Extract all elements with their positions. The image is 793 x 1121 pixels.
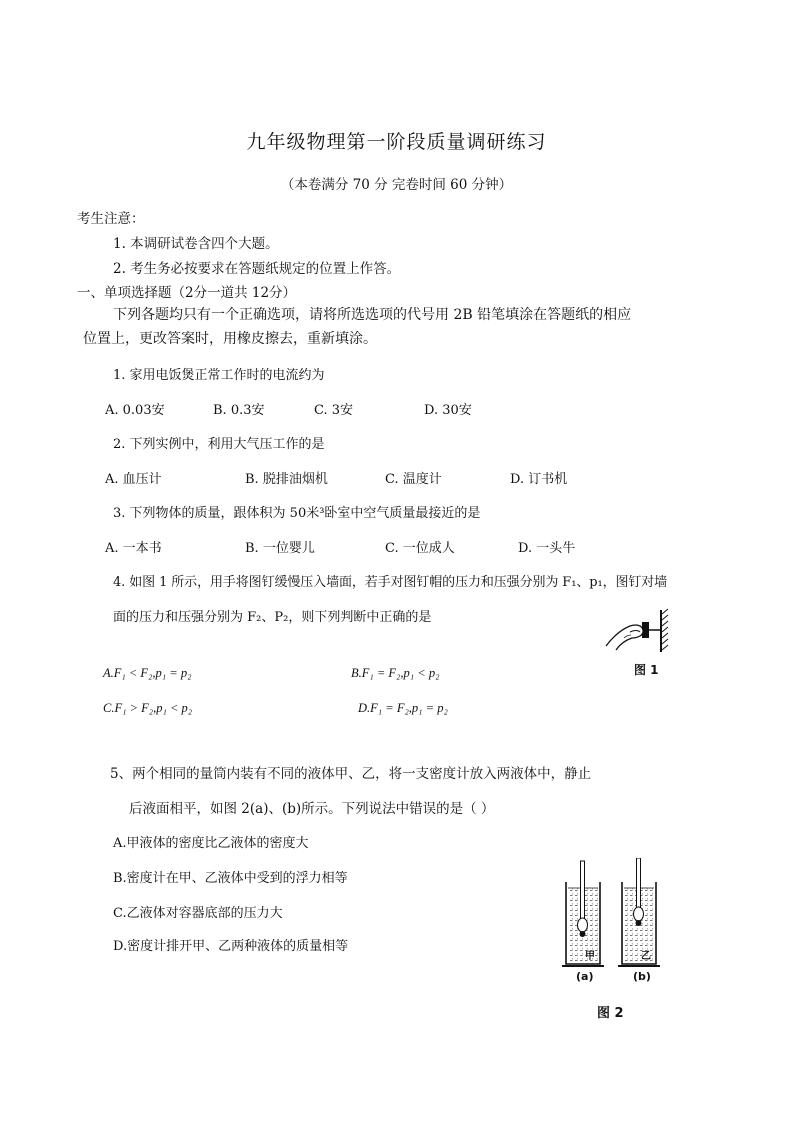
option: A. 一本书	[105, 541, 162, 556]
section-instructions: 位置上，更改答案时，用橡皮擦去，重新填涂。	[83, 331, 377, 347]
question-stem: 1. 家用电饭煲正常工作时的电流约为	[113, 368, 325, 383]
option: D.密度计排开甲、乙两种液体的质量相等	[113, 939, 349, 954]
option: B. 脱排油烟机	[245, 472, 328, 487]
liquid-label-a: 甲	[585, 951, 595, 962]
question-stem: 3. 下列物体的质量，跟体积为 50米³卧室中空气质量最接近的是	[113, 506, 481, 521]
notice-heading: 考生注意：	[77, 211, 145, 227]
section-instructions: 下列各题均只有一个正确选项，请将所选选项的代号用 2B 铅笔填涂在答题纸的相应	[113, 307, 632, 323]
cylinder-b	[618, 858, 660, 966]
option: A.甲液体的密度比乙液体的密度大	[113, 836, 309, 851]
page-title: 九年级物理第一阶段质量调研练习	[246, 131, 547, 153]
option: B.密度计在甲、乙液体中受到的浮力相等	[113, 871, 348, 886]
option: D. 30安	[424, 403, 472, 418]
notice-item: 1. 本调研试卷含四个大题。	[113, 236, 279, 252]
option: C.乙液体对容器底部的压力大	[113, 906, 283, 921]
liquid-label-b: 乙	[641, 951, 651, 962]
question-stem: 5、两个相同的量筒内装有不同的液体甲、乙，将一支密度计放入两液体中，静止	[110, 766, 592, 782]
question-stem: 面的压力和压强分别为 F₂、P₂，则下列判断中正确的是	[113, 610, 432, 625]
option: D. 一头牛	[518, 541, 576, 556]
option: B. 0.3安	[213, 403, 265, 418]
option: C. 3安	[314, 403, 354, 418]
option: D.F₁ = F₂,p₁ = p₂	[358, 701, 448, 715]
figure-2-sublabel-a: (a)	[576, 970, 594, 983]
option: C.F₁ > F₂,p₁ < p₂	[103, 701, 193, 715]
option: B.F₁ = F₂,p₁ < p₂	[351, 666, 440, 680]
option: A. 0.03安	[105, 403, 165, 418]
figure-2-sublabel-b: (b)	[633, 970, 651, 983]
option: C. 温度计	[385, 472, 442, 487]
option: B. 一位婴儿	[245, 541, 315, 556]
section-heading: 一、单项选择题（2分一道共 12分）	[77, 285, 297, 301]
page-subtitle: （本卷满分 70 分 完卷时间 60 分钟）	[280, 177, 513, 193]
option: A.F₁ < F₂,p₁ = p₂	[103, 666, 192, 680]
question-stem: 后液面相平，如图 2(a)、(b)所示。下列说法中错误的是（ ）	[129, 801, 495, 817]
option: C. 一位成人	[385, 541, 455, 556]
figure-2-label: 图 2	[597, 1006, 624, 1021]
question-stem: 4. 如图 1 所示，用手将图钉缓慢压入墙面，若手对图钉帽的压力和压强分别为 F₁、p₁，图钉对墙	[113, 575, 668, 590]
option: A. 血压计	[105, 472, 162, 487]
option: D. 订书机	[510, 472, 568, 487]
figure-1-label: 图 1	[634, 663, 659, 677]
notice-item: 2. 考生务必按要求在答题纸规定的位置上作答。	[113, 261, 401, 277]
question-stem: 2. 下列实例中，利用大气压工作的是	[113, 437, 325, 452]
cylinder-a	[562, 861, 604, 966]
